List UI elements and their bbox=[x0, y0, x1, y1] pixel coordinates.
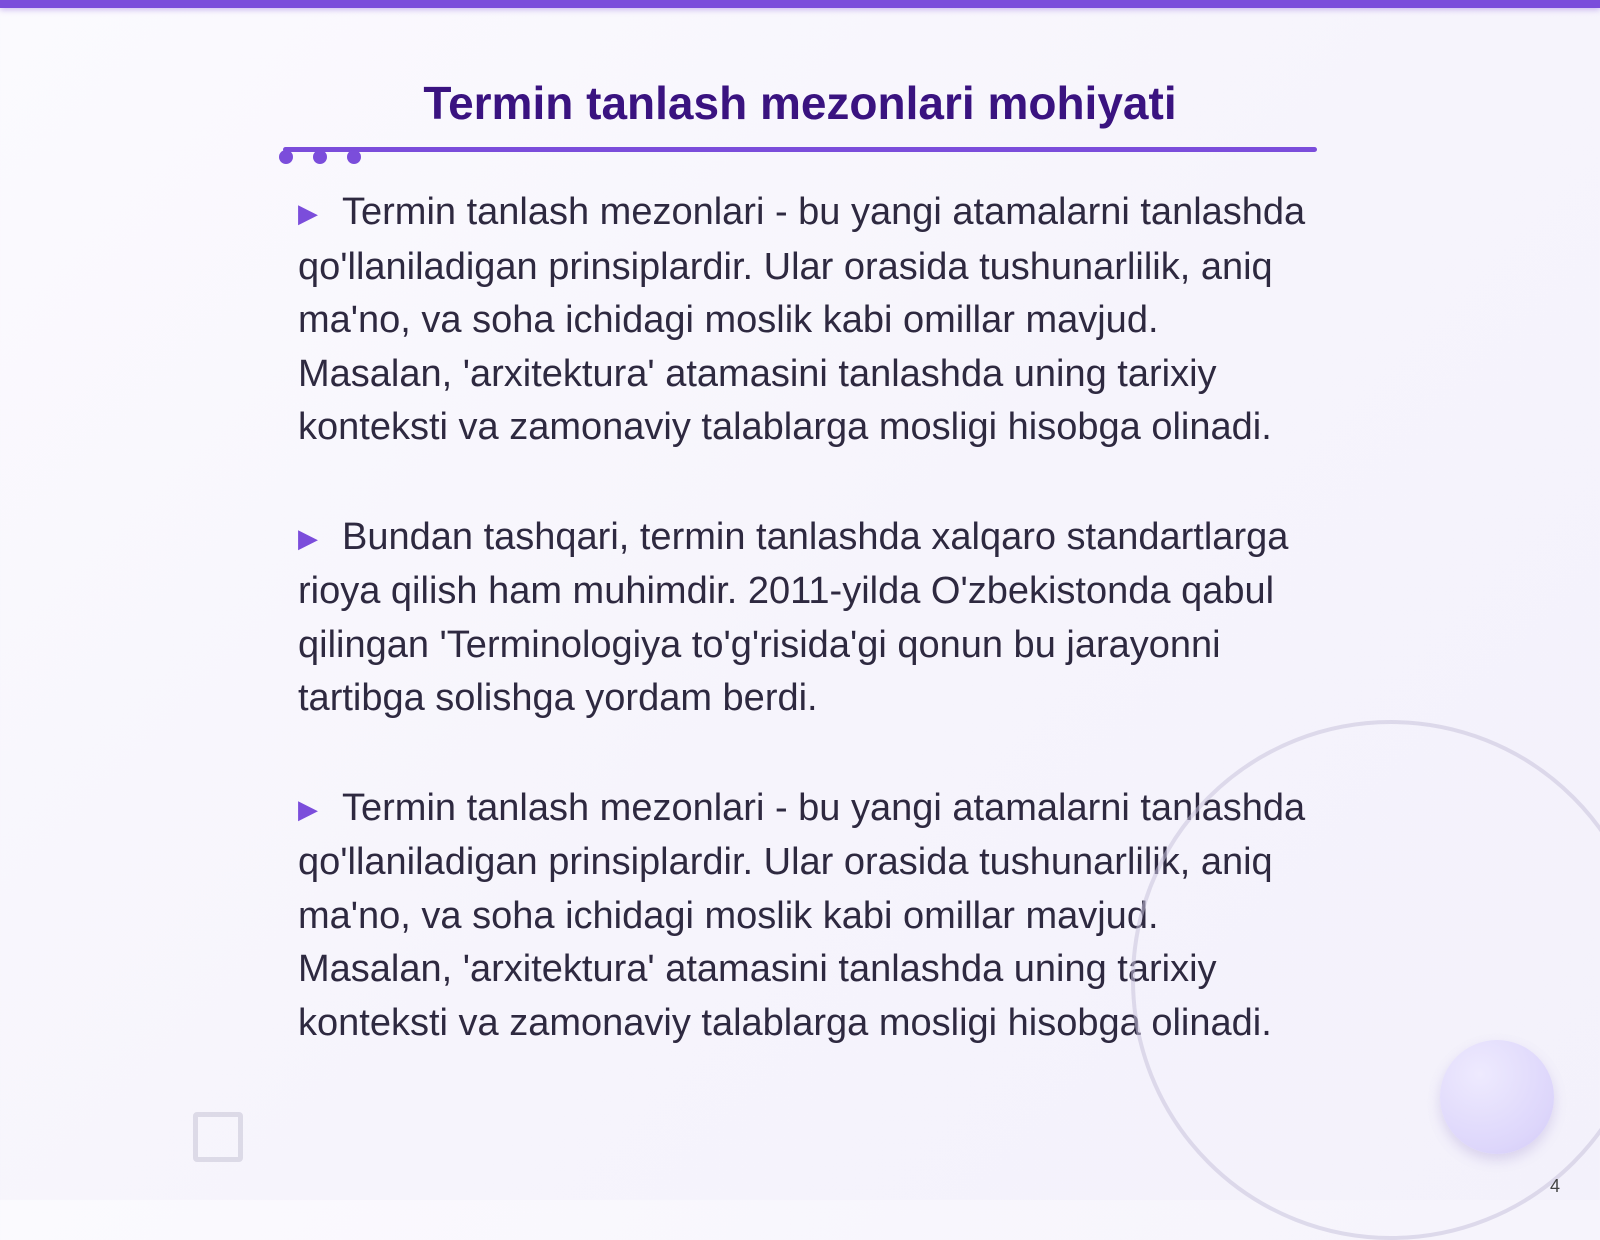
decorative-square bbox=[193, 1112, 243, 1162]
title-underline bbox=[283, 147, 1317, 152]
paragraph-text: Bundan tashqari, termin tanlashda xalqaro standartlarga rioya qilish ham muhimdir. 2011-yilda O'zbekistonda qabul qilingan 'Terminologiya to'g'risida'gi qonun bu jarayonni tartibga solishga yordam berdi. bbox=[298, 515, 1289, 719]
underline-dot bbox=[279, 150, 293, 164]
bullet-arrow-icon: ▶ bbox=[298, 522, 318, 553]
bullet-paragraph bbox=[298, 511, 1308, 726]
page-number: 4 bbox=[1550, 1176, 1561, 1196]
underline-dot bbox=[313, 150, 327, 164]
paragraph-text: Termin tanlash mezonlari - bu yangi atamalarni tanlashda qo'llaniladigan prinsiplardir. Ular orasida tushunarlilik, aniq ma'no, va soha ichidagi moslik kabi omillar mavjud. Masalan, 'arxitektura' atamasini tanlashda uning tarixiy konteksti va zamonaviy talablarga mosligi hisobga olinadi. bbox=[298, 786, 1306, 1044]
paragraph-text: Termin tanlash mezonlari - bu yangi atamalarni tanlashda qo'llaniladigan prinsiplardir. Ular orasida tushunarlilik, aniq ma'no, va soha ichidagi moslik kabi omillar mavjud. Masalan, 'arxitektura' atamasini tanlashda uning tarixiy konteksti va zamonaviy talablarga mosligi hisobga olinadi. bbox=[298, 191, 1306, 448]
bullet-arrow-icon: ▶ bbox=[298, 793, 318, 824]
decorative-bubble bbox=[1440, 1040, 1554, 1154]
underline-dot bbox=[347, 150, 361, 164]
bullet-paragraph bbox=[298, 186, 1308, 455]
bullet-arrow-icon: ▶ bbox=[298, 198, 318, 228]
top-accent-bar bbox=[0, 0, 1600, 8]
slide-title: Termin tanlash mezonlari mohiyati bbox=[423, 77, 1177, 129]
